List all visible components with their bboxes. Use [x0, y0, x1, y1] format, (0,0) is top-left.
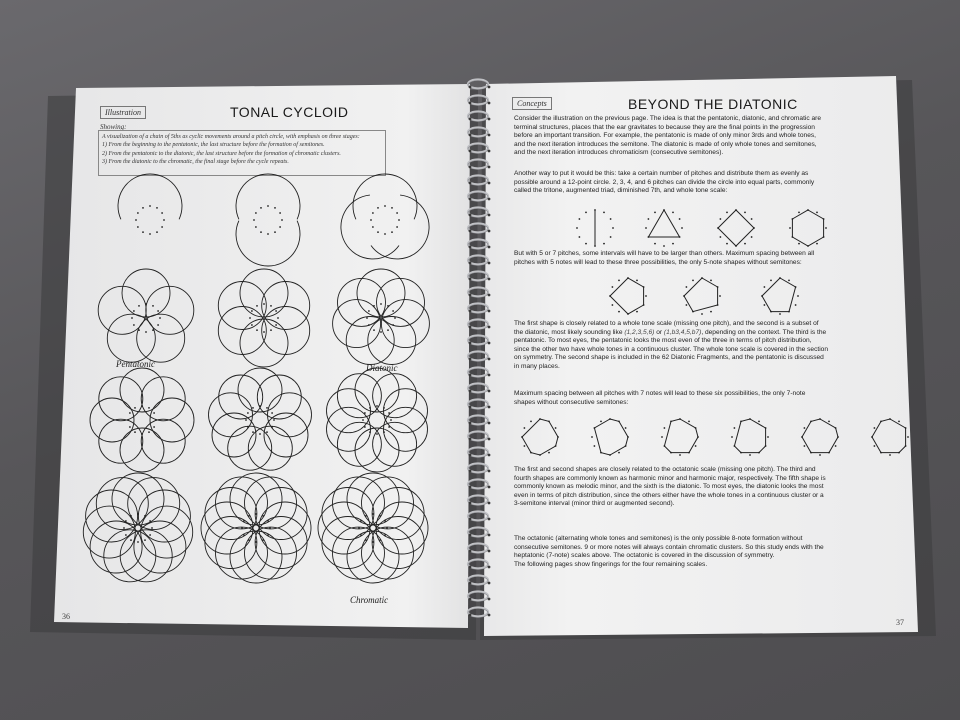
text-line: in many places.	[514, 362, 560, 370]
text-fragment: the diatonic, most likely sounding like	[514, 328, 625, 336]
pitch-circle-shape	[717, 209, 755, 247]
text-line: and the next iteration introduces the semitone. The diatonic is made of only whole tones and semitones,	[514, 140, 817, 148]
showing-label: Showing:	[100, 123, 127, 131]
text-line: The octatonic (alternating whole tones and semitones) is the only possible 8-note formation without	[514, 535, 803, 542]
text-line: fourth shapes are commonly known as harmonic minor and harmonic major, respectively. The fifth shape is	[514, 474, 826, 482]
text-line: and the next iteration introduces chromaticism (consecutive semitones).	[514, 149, 724, 157]
text-line: pentatonic. To most eyes, the pentatonic looks the most even of the three in terms of pitch distribution,	[514, 337, 812, 345]
text-line: since the other two have whole tones in a continuous cluster. The whole tone scale is covered in the section	[514, 345, 829, 353]
text-line: But with 5 or 7 pitches, some intervals will have to be larger than others. Maximum spacing between all	[514, 250, 815, 257]
left-section-label: Illustration	[100, 106, 146, 119]
text-line: on symmetry. The second shape is included in the 62 Diatonic Fragments, and the pentatonic is discussed	[514, 354, 824, 362]
right-page-number: 37	[896, 618, 904, 627]
right-page-title: BEYOND THE DIATONIC	[628, 96, 798, 112]
pitch-circle-shape	[683, 277, 721, 315]
pitch-circle-shape	[731, 418, 769, 456]
pitch-circle-shape	[789, 209, 827, 247]
italic-formula: (1,b3,4,5,b7)	[663, 328, 702, 336]
text-line: heptatonic (7-note) scales above. The octatonic is covered in the discussion of symmetry.	[514, 552, 775, 560]
pitch-circle-shape	[609, 277, 647, 315]
description-line: A visualization of a chain of 5ths as cyclic movements around a pitch circle, with emphasis on three stages:	[102, 134, 360, 140]
text-line: called the tritone, augmented triad, diminished 7th, and whole tone scale:	[514, 187, 728, 195]
text-fragment: or	[654, 328, 664, 336]
description-line: 1) From the beginning to the pentatonic, the last structure before the formation of semitones.	[102, 142, 325, 149]
left-page-number: 36	[62, 612, 70, 621]
text-line: Another way to put it would be this: take a certain number of pitches and distribute them as evenly as	[514, 170, 809, 177]
text-line: commonly known as melodic minor, and the sixth is the diatonic. To most eyes, the diatonic looks the most	[514, 483, 824, 491]
caption-chromatic: Chromatic	[350, 595, 389, 605]
text-line: consecutive semitones. 9 or more notes will always contain chromatic clusters. So this study ends with the	[514, 543, 824, 551]
pitch-circle-shape	[761, 277, 799, 315]
text-line: even in terms of pitch distribution, since the others either have the whole tones in a continuous cluster or a	[514, 491, 824, 499]
text-line: The first shape is closely related to a whole tone scale (missing one pitch), and the second is a subset of	[514, 320, 819, 327]
pitch-circle-shape	[521, 418, 559, 456]
italic-formula: (1,2,3,5,6)	[624, 328, 655, 336]
text-line: shapes without consecutive semitones:	[514, 398, 629, 406]
text-line: 3-semitone interval (minor third or augmented second).	[514, 500, 675, 508]
text-line: before an important transition. For example, the pentatonic is made of only minor 3rds and whole tones,	[514, 132, 817, 140]
pitch-circle-shape	[576, 209, 614, 247]
pitch-circle-shape	[645, 209, 683, 247]
caption-diatonic: Diatonic	[366, 363, 398, 373]
description-line: 3) From the diatonic to the chromatic, the final stage before the cycle repeats.	[102, 158, 289, 165]
text-line: The following pages show fingerings for the four remaining scales.	[514, 560, 708, 568]
description-line: 2) From the pentatonic to the diatonic, the last structure before the formation of chromatic clusters.	[102, 150, 341, 157]
text-line: The first and second shapes are closely related to the octatonic scale (missing one pitch). The third and	[514, 466, 816, 473]
caption-pentatonic: Pentatonic	[116, 359, 155, 369]
text-line: Maximum spacing between all pitches with 7 notes will lead to these six possibilities, the only 7-note	[514, 390, 806, 397]
pitch-circle-shape	[871, 418, 909, 456]
text-fragment: , depending on the context. The third is the	[701, 328, 827, 336]
text-line: possible around a 12-point circle. 2, 3, 4, and 6 pitches can divide the circle into equal parts, commonly	[514, 178, 815, 186]
left-page-title: TONAL CYCLOID	[230, 104, 349, 120]
text-line: terminal structures, places that the ear gravitates to because they are the final points in the progression	[514, 123, 815, 131]
pitch-circle-shape	[801, 418, 839, 456]
pitch-circle-shape	[661, 418, 699, 456]
text-line: Consider the illustration on the previous page. The idea is that the pentatonic, diatonic, and chromatic are	[514, 115, 822, 122]
right-section-label: Concepts	[512, 97, 552, 110]
pitch-circle-shape	[591, 418, 629, 456]
text-line: pitches with 5 notes will lead to these three possibilities, the only 5-note shapes without semitones:	[514, 258, 802, 266]
